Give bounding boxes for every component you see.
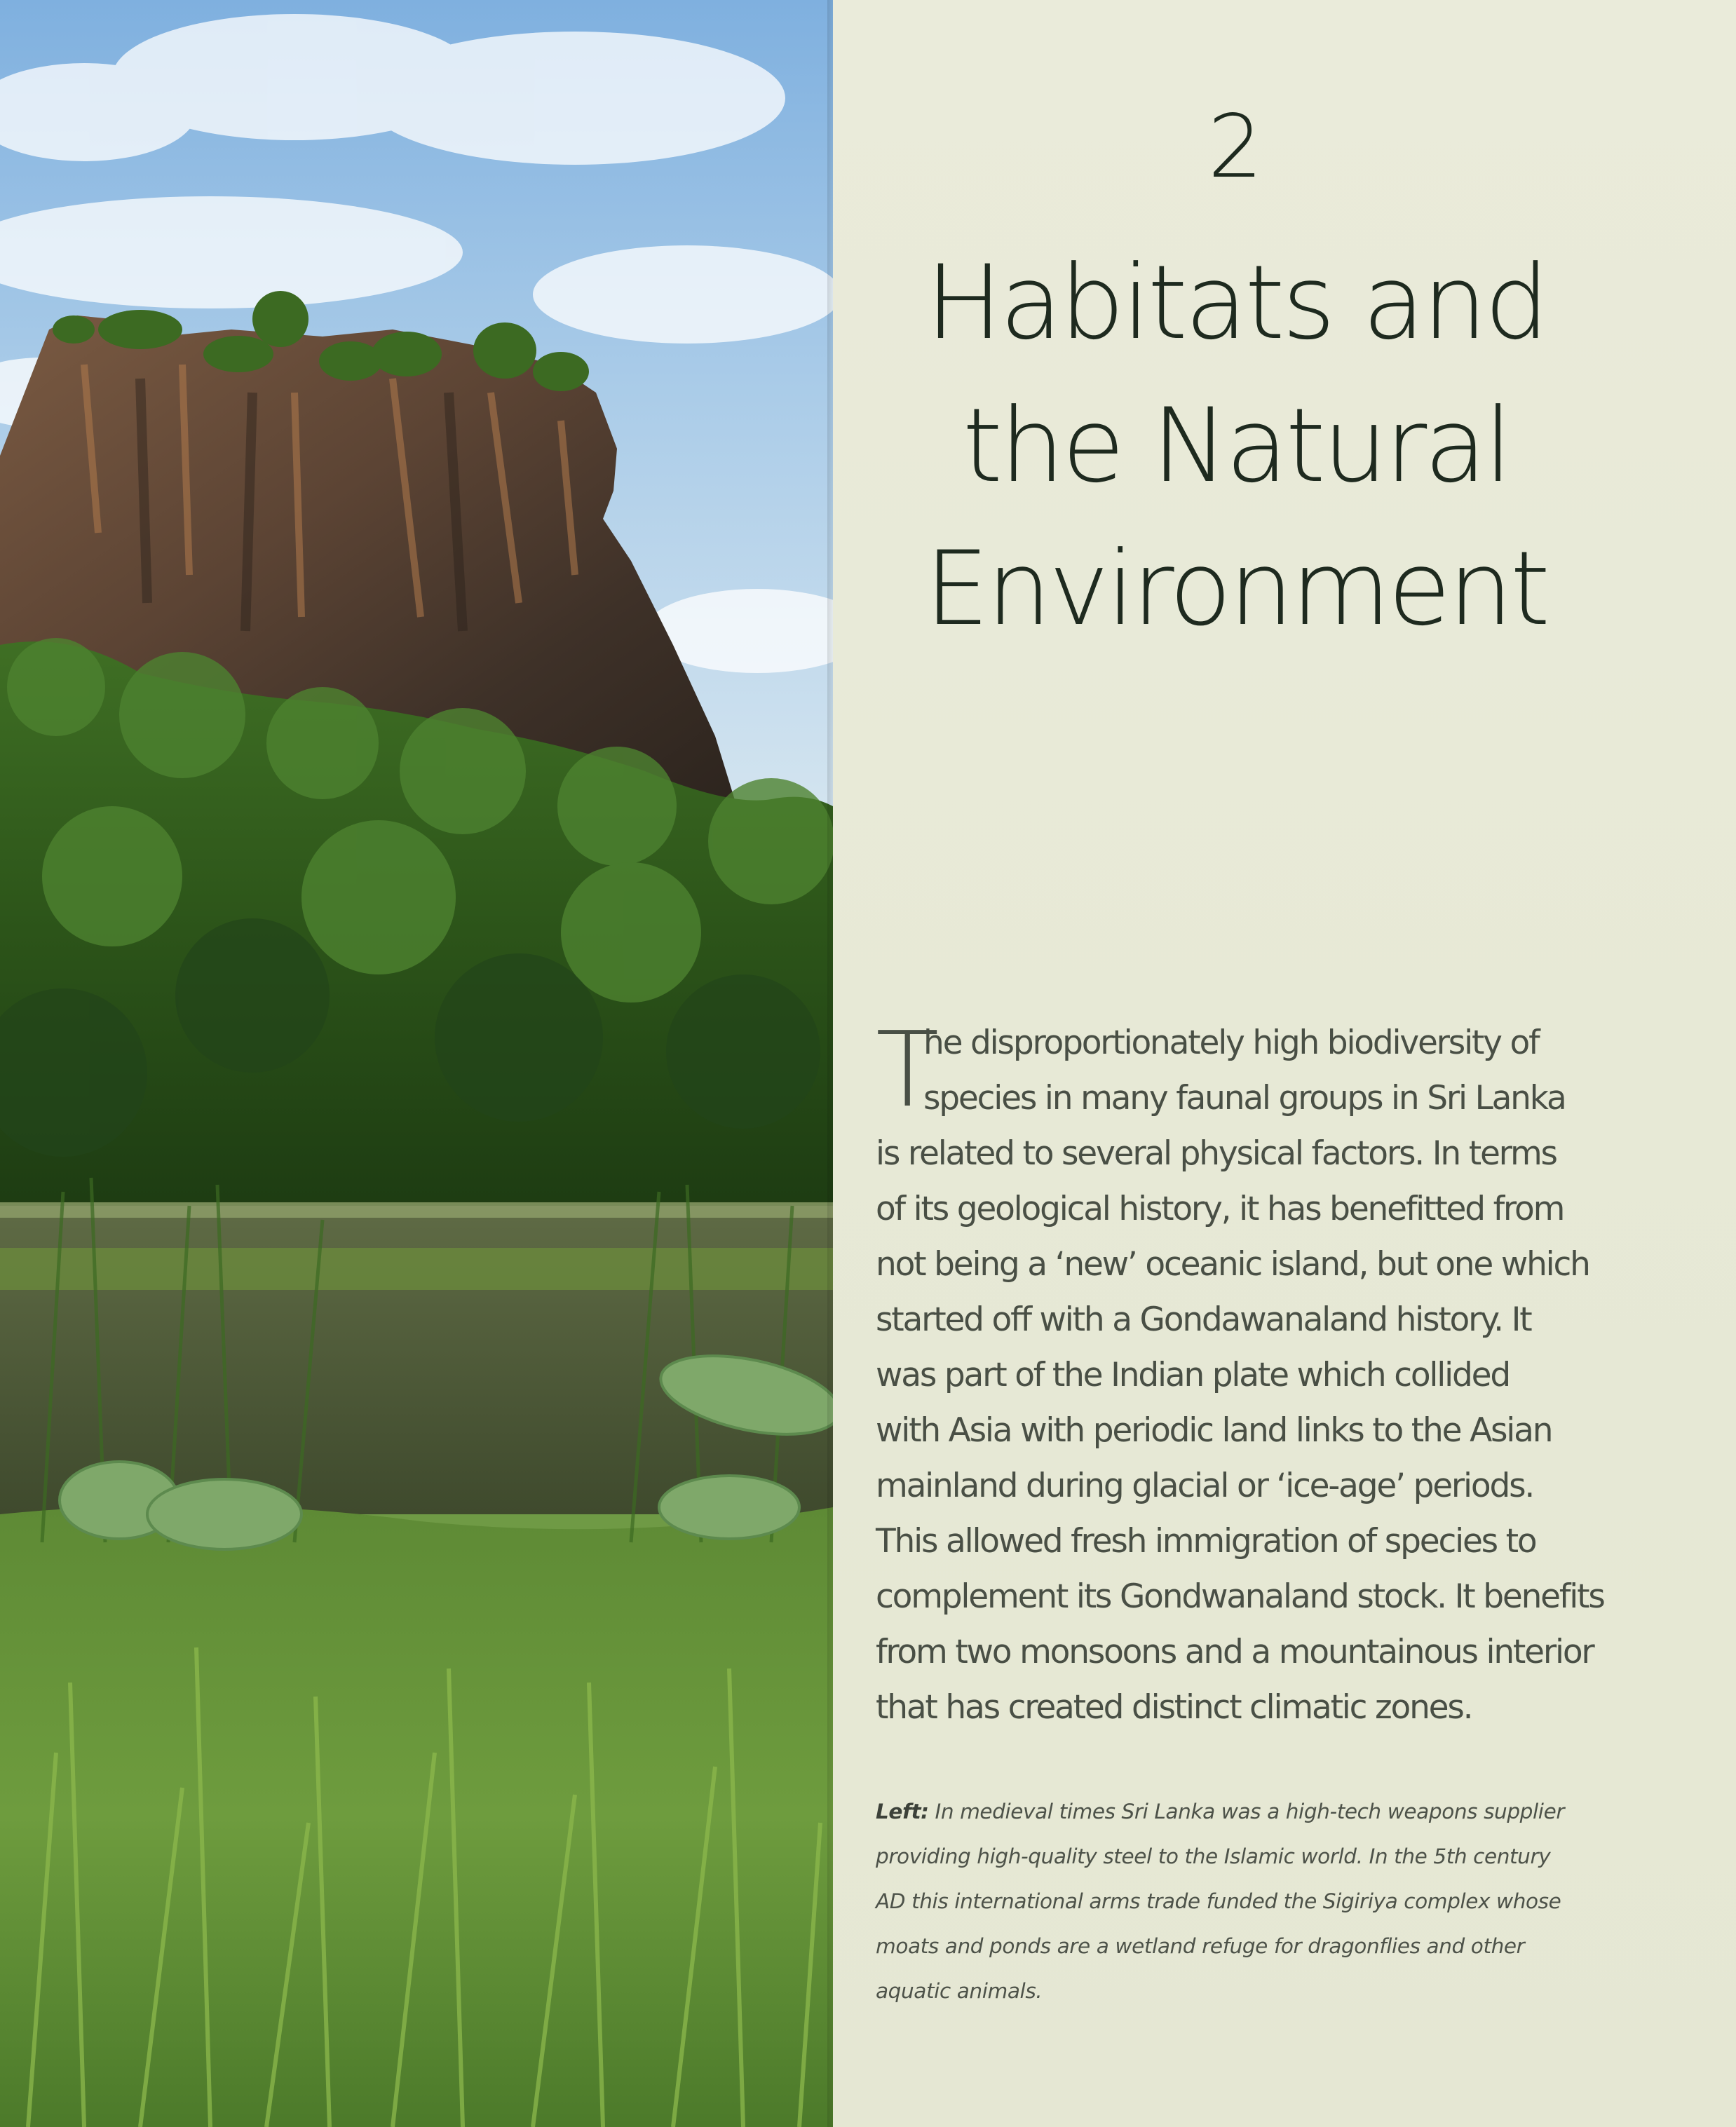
photo-caption (876, 1789, 1633, 2013)
caption-line: AD this international arms trade funded the Sigiriya complex whose (876, 1889, 1561, 1913)
caption-line: aquatic animals. (876, 1979, 1043, 2003)
sigiriya-photo (0, 0, 833, 2127)
intro-line: complement its Gondwanaland stock. It benefits (876, 1577, 1604, 1616)
intro-line: mainland during glacial or ‘ice-age’ periods. (876, 1467, 1534, 1505)
intro-line: not being a ‘new’ oceanic island, but one which (876, 1245, 1589, 1284)
chapter-number: 2 (1207, 97, 1265, 198)
chapter-title-line: Habitats and (925, 243, 1547, 362)
intro-line: species in many faunal groups in Sri Lanka (923, 1079, 1566, 1117)
intro-line: started off with a Gondawanaland history. It (876, 1300, 1531, 1339)
chapter-title-line: Environment (924, 529, 1548, 648)
chapter-title-line: the Natural (962, 386, 1510, 505)
photo-illustration (0, 0, 833, 2127)
drop-cap: T (876, 1010, 938, 1130)
caption-line (876, 1789, 1633, 1834)
intro-line: that has created distinct climatic zones. (876, 1688, 1472, 1727)
caption-line: providing high-quality steel to the Islamic world. In the 5th century (876, 1844, 1551, 1868)
intro-line: This allowed fresh immigration of species to (876, 1522, 1536, 1561)
intro-line: was part of the Indian plate which collided (876, 1356, 1510, 1394)
caption-line-text: In medieval times Sri Lanka was a high-tech weapons supplier (928, 1800, 1565, 1823)
intro-line: from two monsoons and a mountainous interior (876, 1633, 1594, 1671)
chapter-title (833, 231, 1639, 660)
caption-line: moats and ponds are a wetland refuge for dragonflies and other (876, 1934, 1525, 1958)
intro-paragraph (876, 1010, 1605, 1735)
intro-line: with Asia with periodic land links to the Asian (876, 1411, 1552, 1450)
text-panel (833, 0, 1736, 2127)
intro-line: is related to several physical factors. In terms (876, 1134, 1557, 1173)
caption-lead: Left: (876, 1800, 929, 1823)
intro-line: of its geological history, it has benefitted from (876, 1190, 1564, 1228)
intro-line-text: he disproportionately high biodiversity of (923, 1024, 1539, 1062)
